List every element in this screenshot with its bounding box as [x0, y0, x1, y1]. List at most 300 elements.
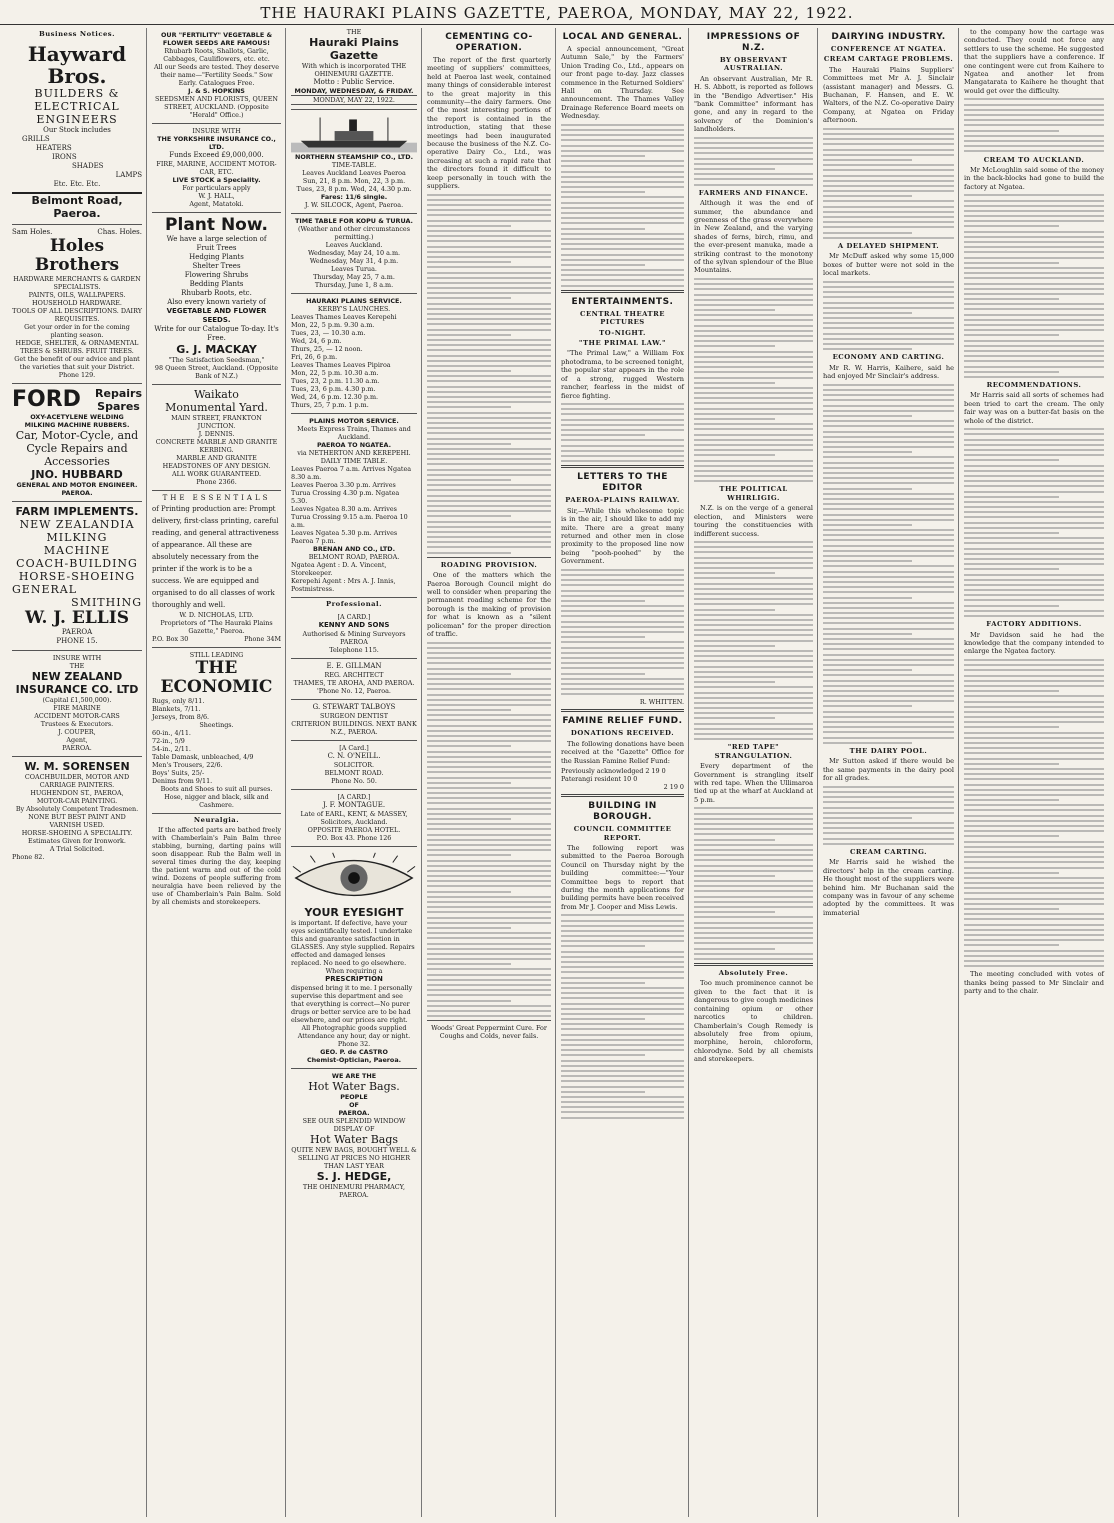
- local-general-headline: LOCAL AND GENERAL.: [562, 32, 683, 42]
- economic-line: Men's Trousers, 22/6.: [152, 761, 223, 769]
- dairying-sub2: CREAM CARTAGE PROBLEMS.: [823, 55, 954, 64]
- farm-line: COACH-BUILDING: [16, 557, 138, 571]
- masthead: THE HAURAKI PLAINS GAZETTE, PAEROA, MONDAY, MAY 22, 1922.: [0, 4, 1114, 25]
- economic-line: 54-in., 2/11.: [152, 745, 191, 753]
- holes-line: HARDWARE MERCHANTS & GARDEN SPECIALISTS.: [13, 275, 141, 292]
- article-text-lines: [694, 278, 813, 482]
- farm-title: FARM IMPLEMENTS.: [15, 505, 139, 519]
- motor-row: Leaves Paeroa 3.30 p.m. Arrives Turua Crossing 4.30 p.m. Ngatea 5.30.: [291, 481, 400, 505]
- service-row: Tues, 23, 6 p.m. 4.30 p.m.: [291, 385, 376, 393]
- kopu-line: Leaves Turua.: [331, 265, 377, 273]
- holes-phone: Phone 129.: [58, 371, 96, 380]
- yorkshire-ad: [152, 124, 281, 213]
- plant-title: Plant Now.: [165, 215, 268, 235]
- waikato-phone: Phone 2366.: [196, 478, 237, 486]
- economic-line: Blankets, 7/11.: [152, 705, 201, 713]
- service-row: Mon, 22, 5 p.m. 10.30 a.m.: [291, 369, 379, 377]
- nz-insurance-ad: [12, 651, 142, 757]
- holes-line: HOUSEHOLD HARDWARE.: [32, 299, 122, 308]
- impressions-sub: BY OBSERVANT AUSTRALIAN.: [719, 56, 788, 73]
- whirligig-subhead: THE POLITICAL WHIRLIGIG.: [719, 485, 788, 502]
- famine-sub: DONATIONS RECEIVED.: [570, 729, 675, 738]
- column-1: [8, 28, 147, 1517]
- motor-row: Leaves Paeroa 7 a.m. Arrives Ngatea 8.30 a.m.: [291, 465, 412, 481]
- entertainments-sub: CENTRAL THEATRE PICTURES: [580, 309, 665, 327]
- red-tape-subhead: "RED TAPE" STRANGULATION.: [714, 743, 793, 760]
- waikato-title2: Monumental Yard.: [165, 401, 268, 414]
- holes-left-name: Sam Holes.: [12, 228, 53, 237]
- plant-now-ad: [152, 213, 281, 385]
- service-row: Wed, 24, 6 p.m.: [291, 337, 342, 345]
- farmers-body: Although it was the end of summer, the abundance and greenness of the grass everywhere in New Zealand, and the varying shades of ferns, birch, rimu, and the ever-present manuka, made a striking contrast to the monotony of the sylvan splendour of the Blue Mountains.: [694, 199, 813, 275]
- motor-line: Meets Express Trains, Thames and Auckland.: [297, 425, 411, 441]
- hotwater-line: WE ARE THE: [331, 1072, 377, 1081]
- plant-line: VEGETABLE AND FLOWER SEEDS.: [166, 307, 267, 324]
- holes-line: Get the benefit of our advice and plant the varieties that suit your District.: [14, 355, 140, 372]
- whirligig-body: N.Z. is on the verge of a general election, and Ministers were touring the constituencies with indifferent success.: [694, 504, 813, 538]
- ford-line: Car, Motor-Cycle, and Cycle Repairs and Accessories: [15, 429, 139, 469]
- nameplate-motto: Motto : Public Service.: [313, 78, 395, 86]
- neuralgia-title: Neuralgia.: [193, 816, 240, 824]
- waikato-line: CONCRETE MARBLE AND GRANITE KERBING.: [155, 438, 278, 454]
- yorkshire-line: Funds Exceed £9,000,000.: [169, 151, 264, 159]
- insurance-capital: (Capital £1,500,000).: [42, 696, 112, 705]
- famine-body: The following donations have been received at the "Gazette" Office for the Russian Famine Relief Fund:: [561, 739, 684, 765]
- yorkshire-line: Agent, Matatoki.: [189, 200, 244, 208]
- steamship-line: Tues, 23, 8 p.m. Wed, 24, 4.30 p.m.: [296, 185, 412, 193]
- farm-line: MACHINE: [43, 544, 111, 558]
- card-line: REG. ARCHITECT: [324, 671, 384, 680]
- hotwater-line: QUITE NEW BAGS, BOUGHT WELL & SELLING AT PRICES NO HIGHER THAN LAST YEAR: [291, 1146, 417, 1171]
- sorensen-line: By Absolutely Competent Tradesmen.: [15, 805, 139, 814]
- dairying-sub: CONFERENCE AT NGATEA.: [830, 45, 947, 53]
- economic-line: 72-in., 5/9: [152, 737, 185, 745]
- economic-line: Jerseys, from 8/6.: [152, 713, 210, 721]
- essentials-phone: Phone 34M: [244, 635, 281, 643]
- eyesight-ad: [291, 847, 417, 1069]
- holes-right-name: Chas. Holes.: [97, 228, 142, 237]
- waikato-line: ALL WORK GUARANTEED.: [171, 470, 261, 478]
- article-text-lines: [561, 403, 684, 462]
- kenny-card: [291, 610, 417, 659]
- article-text-lines: [694, 807, 813, 959]
- column-5: [557, 28, 689, 1517]
- motor-service-ad: [291, 414, 417, 598]
- hotwater-line: PEOPLE: [340, 1093, 368, 1102]
- motor-row: Leaves Ngatea 8.30 a.m. Arrives Turua Crossing 9.15 a.m. Paeroa 10 a.m.: [291, 505, 408, 529]
- article-text-lines: [427, 194, 551, 554]
- famine-row: Paterangi resident 10 0: [561, 775, 638, 784]
- hayward-name: Hayward Bros.: [27, 42, 127, 89]
- article-text-lines: [823, 786, 954, 845]
- famine-row: Previously acknowledged 2 19 0: [561, 767, 666, 776]
- cementing-body: The report of the first quarterly meeting of suppliers' committees, held at Paeroa last week, contained many things of considerable interest to the great majority in this community—the dairy farmers. One of the most interesting portions of the report is contained in the introduction, stating that these meetings had been inaugurated because the business of the N.Z. Co-operative Dairy Co., Ltd., was increasing at such a rapid rate that the directors found it difficult to keep personally in touch with the suppliers.: [427, 56, 551, 191]
- insurance-agent: J. COUPER,: [58, 728, 96, 737]
- entertainments-line: TO-NIGHT.: [599, 328, 646, 337]
- card-name: E. E. GILLMAN: [326, 662, 382, 671]
- economic-line: Rugs, only 8/11.: [152, 697, 205, 705]
- farm-ad: [12, 502, 142, 651]
- hayward-address: Belmont Road, Paeroa.: [12, 192, 142, 220]
- eyesight-phone: Phone 32.: [337, 1040, 371, 1049]
- essentials-title: THE ESSENTIALS: [162, 494, 271, 502]
- motor-line: DAILY TIME TABLE.: [320, 457, 388, 465]
- sorensen-name: W. M. SORENSEN: [24, 760, 130, 774]
- hayward-item: GRILLS: [22, 135, 50, 144]
- farm-phone: PHONE 15.: [56, 637, 98, 646]
- card-line: 'Phone No. 12, Paeroa.: [317, 687, 391, 696]
- hayward-line2: ELECTRICAL: [34, 100, 120, 114]
- pool-subhead: THE DAIRY POOL.: [849, 746, 928, 755]
- impressions-body: An observant Australian, Mr R. H. S. Abbott, is reported as follows in the "Bendigo Advertiser." His "bank Committee" informant has gone, and any in regard to the solvency of the Dominion's landholders.: [694, 74, 813, 134]
- seeds-line: Rhubarb Roots, Shallots, Garlic, Cabbages, Cauliflowers, etc. etc.: [163, 47, 270, 63]
- waikato-line: J. DENNIS.: [198, 430, 235, 438]
- entertainments-line: "THE PRIMAL LAW.": [578, 339, 667, 348]
- economic-line: STILL LEADING: [189, 651, 244, 659]
- waikato-line: MARBLE AND GRANITE HEADSTONES OF ANY DESIGN.: [162, 454, 271, 470]
- motor-line: PAEROA TO NGATEA.: [316, 441, 392, 449]
- seeds-ad: [152, 28, 281, 124]
- cream-body: Mr McLoughlin said some of the money in the back-blocks had gone to build the factory at Ngatea.: [964, 165, 1104, 191]
- building-sub: COUNCIL COMMITTEE REPORT.: [573, 825, 672, 842]
- building-body: The following report was submitted to the Paeroa Borough Council on Thursday night by the building committee:—"Your Committee begs to report that during the month applications for building permits have been received from Mr J. Cooper and Miss Lewis.: [561, 843, 684, 911]
- farm-line: NEW ZEALANDIA: [19, 518, 135, 532]
- ford-line: PAEROA.: [61, 489, 93, 498]
- insurance-line: Trustees & Executors.: [40, 720, 114, 729]
- hot-water-ad: [291, 1069, 417, 1203]
- plant-line: Write for our Catalogue To-day. It's Free.: [154, 325, 279, 342]
- essentials-po: P.O. Box 30: [152, 635, 189, 643]
- oneill-card: [291, 741, 417, 790]
- economic-line: Table Damask, unbleached, 4/9: [152, 753, 254, 761]
- seeds-title: OUR "FERTILITY" VEGETABLE & FLOWER SEEDS ARE FAMOUS!: [160, 31, 273, 47]
- farm-name: W. J. ELLIS: [25, 608, 129, 629]
- holes-line: Get your order in for the coming planting season.: [24, 323, 130, 340]
- roading-headline: ROADING PROVISION.: [440, 560, 538, 569]
- insurance-line: ACCIDENT MOTOR-CARS: [34, 712, 120, 721]
- insurance-line: NEW ZEALAND: [31, 670, 123, 684]
- motor-title: PLAINS MOTOR SERVICE.: [309, 417, 399, 425]
- carting-body: Mr Harris said he wished the directors' help in the cream carting. He thought most of the suppliers were behind him. Mr Buchanan said the company was in favour of any scheme adopted by the committees. It was immaterial: [823, 858, 954, 917]
- holes-name: Holes Brothers: [34, 236, 120, 276]
- farm-town: PAEROA: [61, 628, 93, 637]
- insurance-line: INSURE WITH: [52, 654, 102, 663]
- yorkshire-line: THE YORKSHIRE INSURANCE CO., LTD.: [157, 135, 276, 151]
- service-row: Thurs, 25, — 12 noon.: [291, 345, 363, 353]
- service-row: Fri, 26, 6 p.m.: [291, 353, 338, 361]
- sorensen-line: A Trial Solicited.: [49, 845, 105, 854]
- famine-headline: FAMINE RELIEF FUND.: [562, 716, 683, 727]
- card-name: G. STEWART TALBOYS: [312, 703, 396, 712]
- red-tape-body: Every department of the Government is strangling itself with red tape. When the Ullimaroa tied up at the wharf at Auckland at 5 p.m.: [694, 762, 813, 804]
- card-name: C. N. O'NEILL.: [327, 752, 381, 761]
- insurance-line: INSURANCE CO. LTD: [15, 683, 139, 697]
- column-3: [287, 28, 422, 1517]
- service-row: Tues, 23, 2 p.m. 11.30 a.m.: [291, 377, 380, 385]
- recommendations-body: Mr Harris said all sorts of schemes had been tried to cart the cream. The only fair way was on a butter-fat basis on the whole of the district.: [964, 391, 1104, 425]
- farm-line: GENERAL: [12, 583, 78, 597]
- plant-line: Also every known variety of: [167, 298, 266, 306]
- hayward-etc: Etc. Etc. Etc.: [53, 180, 101, 189]
- column-8: [960, 28, 1108, 1517]
- holes-line: TOOLS OF ALL DESCRIPTIONS. DAIRY REQUISITES.: [12, 307, 142, 324]
- hauraki-service-ad: [291, 294, 417, 414]
- economic-line: Sheetings.: [199, 721, 234, 729]
- economic-line: Denims from 9/11.: [152, 777, 213, 785]
- seeds-line: All our Seeds are tested. They deserve their name—"Fertility Seeds." Sow Early. Catalogues Free.: [153, 63, 280, 87]
- card-name: KENNY AND SONS: [318, 621, 390, 630]
- nameplate-with: With which is incorporated THE OHINEMURI GAZETTE.: [301, 62, 407, 78]
- hayward-item: HEATERS: [36, 144, 72, 153]
- article-text-lines: [964, 659, 1104, 967]
- ford-line: OXY-ACETYLENE WELDING: [30, 413, 124, 422]
- castro-name: GEO. P. de CASTRO: [320, 1048, 388, 1057]
- eyesight-title: YOUR EYESIGHT: [304, 906, 404, 920]
- famine-total: 2 19 0: [663, 783, 684, 792]
- impressions-headline: IMPRESSIONS OF N.Z.: [706, 32, 801, 53]
- business-notices-heading: Business Notices.: [38, 30, 115, 38]
- nameplate-days: MONDAY, WEDNESDAY, & FRIDAY.: [294, 87, 414, 95]
- yorkshire-line: LIVE STOCK a Speciality.: [172, 176, 261, 184]
- article-text-lines: [561, 569, 684, 696]
- recommendations-subhead: RECOMMENDATIONS.: [986, 381, 1082, 390]
- service-title: HAURAKI PLAINS SERVICE.: [306, 297, 402, 305]
- seeds-line: SEEDSMEN AND FLORISTS, QUEEN STREET, AUCKLAND. (Opposite "Herald" Office.): [154, 95, 279, 119]
- shipment-body: Mr McDuff asked why some 15,000 boxes of butter were not sold in the local markets.: [823, 252, 954, 278]
- hotwater-title: Hot Water Bags.: [308, 1080, 400, 1094]
- hayward-stock: Our Stock includes: [43, 126, 111, 135]
- letters-signature: R. WHITTEN.: [639, 698, 684, 707]
- holes-ad: [12, 225, 142, 384]
- column-2: [148, 28, 286, 1517]
- plant-item: Shelter Trees: [192, 262, 241, 270]
- ford-logo: FORD: [12, 387, 81, 413]
- kopu-line: Leaves Auckland.: [325, 241, 383, 249]
- entertainments-body: "The Primal Law," a William Fox photodrama, to be screened tonight, the popular star appears in the role of a strong, rugged Western rancher, fearless in the midst of fierce fighting.: [561, 349, 684, 400]
- card-line: Authorised & Mining Surveyors PAEROA: [302, 630, 406, 647]
- eyesight-line: All Photographic goods supplied: [301, 1024, 407, 1033]
- sorensen-line: HORSE-SHOEING A SPECIALITY.: [21, 829, 133, 838]
- steamship-line: TIME-TABLE.: [331, 161, 377, 169]
- essentials-firm: W. D. NICHOLAS, LTD.: [179, 611, 254, 619]
- service-row: Tues, 23, — 10.30 a.m.: [291, 329, 366, 337]
- card-line: CRITERION BUILDINGS. NEXT BANK N.Z., PAEROA.: [291, 720, 417, 737]
- card-line: BELMONT ROAD.: [324, 769, 384, 778]
- letters-headline: LETTERS TO THE EDITOR: [577, 472, 668, 494]
- ford-ad: [12, 384, 142, 502]
- ford-line: GENERAL AND MOTOR ENGINEER.: [16, 481, 138, 490]
- service-row: Leaves Thames Leaves Pipiroa: [291, 361, 391, 369]
- plant-item: Hedging Plants: [189, 253, 244, 261]
- gazette-nameplate: [291, 28, 417, 110]
- farm-line: HORSE-SHOEING: [18, 570, 136, 584]
- card-line: Phone No. 50.: [331, 777, 377, 786]
- economic-line: 60-in., 4/11.: [152, 729, 191, 737]
- article-text-lines: [823, 128, 954, 239]
- steamship-agent: J. W. SILCOCK, Agent, Paeroa.: [304, 201, 404, 209]
- closing-paragraph: The meeting concluded with votes of thanks being passed to Mr Sinclair and party and to the chair.: [964, 970, 1104, 996]
- article-text-lines: [694, 137, 813, 186]
- entertainments-headline: ENTERTAINMENTS.: [571, 296, 674, 307]
- article-text-lines: [964, 98, 1104, 152]
- waikato-title: Waikato: [194, 388, 239, 401]
- plant-line: "The Satisfaction Seedsman,": [168, 356, 265, 364]
- plant-line: 98 Queen Street, Auckland. (Opposite Bank of N.Z.): [154, 364, 279, 380]
- cream-subhead: CREAM TO AUCKLAND.: [983, 155, 1085, 164]
- article-text-lines: [964, 194, 1104, 378]
- kopu-turua-ad: [291, 214, 417, 294]
- eyesight-line: Chemist-Optician, Paeroa.: [306, 1056, 402, 1065]
- cementing-headline: CEMENTING CO-OPERATION.: [445, 32, 533, 53]
- sorensen-phone: Phone 82.: [12, 853, 45, 862]
- motor-firm: BRENAN AND CO., LTD.: [312, 545, 395, 553]
- card-label: [A CARD.]: [337, 613, 371, 622]
- column-7: [819, 28, 959, 1517]
- article-text-lines: [427, 642, 551, 1018]
- column-4: [423, 28, 556, 1517]
- plant-line: We have a large selection of: [166, 235, 267, 243]
- ford-repairs: Repairs: [95, 387, 142, 401]
- hayward-ad: [12, 40, 142, 225]
- article-text-lines: [823, 281, 954, 350]
- economic-line: Boots and Shoes to suit all purses.: [160, 785, 273, 793]
- building-headline: BUILDING IN BOROUGH.: [588, 801, 657, 823]
- steamship-line: Leaves Auckland Leaves Paeroa: [302, 169, 406, 177]
- eyesight-body: is important. If defective, have your eyes scientifically tested. I undertake this and guarantee satisfaction in GLASSES. Any style supplied. Repairs effected and damaged lenses replaced. No need to go elsewhere.: [291, 919, 415, 968]
- insurance-line: THE: [69, 662, 85, 671]
- sorensen-line: Estimates Given for Ironwork.: [28, 837, 126, 846]
- article-text-lines: [694, 541, 813, 740]
- letters-body: Sir,—While this wholesome topic is in the air, I should like to add my mite. There are a great many returned and other men in close proximity to the proposed line now being "pooh-poohed" by the Government.: [561, 506, 684, 566]
- plant-item: Flowering Shrubs: [184, 271, 249, 279]
- steamship-fares: Fares: 11/6 single.: [320, 193, 388, 201]
- hayward-line3: ENGINEERS: [36, 113, 118, 127]
- kopu-line: (Weather and other circumstances permitting.): [298, 225, 410, 241]
- farm-line: SMITHING: [71, 596, 142, 610]
- kopu-line: Thursday, May 25, 7 a.m.: [313, 273, 395, 281]
- hotwater-title2: Hot Water Bags: [309, 1133, 399, 1147]
- mackay-name: G. J. MACKAY: [176, 343, 257, 356]
- essentials-ad: [152, 491, 281, 648]
- economic-title: THE ECONOMIC: [160, 658, 273, 697]
- insurance-line: FIRE MARINE: [53, 704, 101, 713]
- motor-line: Kerepehi Agent : Mrs A. J. Innis, Postmistress.: [291, 577, 396, 593]
- seeds-firm: J. & S. HOPKINS: [188, 87, 245, 95]
- essentials-body: of Printing production are: Prompt delivery, first-class printing, careful reading, and general attractiveness of appearance. All these are absolutely necessary from the printer if the work is to be a success. We are equipped and organised to do all classes of work thoroughly and well.: [152, 505, 279, 609]
- economic-ad: [152, 648, 281, 814]
- eyesight-line: Attendance any hour, day or night.: [297, 1032, 411, 1041]
- service-row: Wed, 24, 6 p.m. 12.30 p.m.: [291, 393, 379, 401]
- waikato-ad: [152, 385, 281, 491]
- economic-line: Boys' Suits, 25/-: [152, 769, 205, 777]
- holes-line: HEDGE, SHELTER, & ORNAMENTAL TREES & SHRUBS. FRUIT TREES.: [15, 339, 139, 356]
- montague-card: [291, 790, 417, 847]
- gillman-card: [291, 659, 417, 700]
- factory-subhead: FACTORY ADDITIONS.: [986, 620, 1082, 629]
- peppermint-cure: Woods' Great Peppermint Cure. For Coughs and Colds, never fails.: [431, 1024, 547, 1041]
- yorkshire-line: For particulars apply: [182, 184, 251, 192]
- letters-sub: PAEROA-PLAINS RAILWAY.: [565, 496, 680, 505]
- card-line: P.O. Box 43. Phone 126: [316, 834, 392, 843]
- ford-spares: Spares: [97, 400, 140, 414]
- shipment-subhead: A DELAYED SHIPMENT.: [837, 241, 940, 250]
- hayward-item: IRONS: [52, 153, 77, 162]
- hotwater-line: SEE OUR SPLENDID WINDOW DISPLAY OF: [302, 1117, 406, 1134]
- card-label: [A CARD.]: [337, 793, 371, 802]
- neuralgia-body: If the affected parts are bathed freely with Chamberlain's Pain Balm three stabbing, burning, darting pains will soon disappear. Rub the Balm well in several times during the day, keeping the patient warm and out of the cold wind. Dozens of people suffering from neuralgia have been relieved by the use of Chamberlain's Pain Balm. Sold by all chemists and storekeepers.: [152, 826, 281, 907]
- yorkshire-line: FIRE, MARINE, ACCIDENT MOTOR-CAR, ETC.: [156, 160, 277, 176]
- nameplate-date: MONDAY, MAY 22, 1922.: [291, 95, 417, 105]
- absolutely-free-body: Too much prominence cannot be given to the fact that it is dangerous to give cough medicines containing opium or other narcotics to children. Chamberlain's Cough Remedy is absolutely free from opium, morphine, heroin, chloroform, chlorodyne. Sold by all chemists and storekeepers.: [694, 979, 813, 1064]
- kopu-line: Wednesday, May 31, 4 p.m.: [309, 257, 399, 265]
- service-row: Leaves Thames Leaves Kerepehi: [291, 313, 397, 321]
- plant-item: Bedding Plants: [189, 280, 244, 288]
- eyesight-line: dispensed bring it to me. I personally supervise this department and see that everything is correct—No purer drugs or better service are to be had elsewhere, and our prices are right.: [291, 984, 413, 1025]
- carting-subhead: CREAM CARTING.: [850, 848, 927, 856]
- factory-body: Mr Davidson said he had the knowledge that the company intended to enlarge the Ngatea factory.: [964, 630, 1104, 656]
- ford-name: JNO. HUBBARD: [31, 468, 123, 482]
- kopu-title: TIME TABLE FOR KOPU & TURUA.: [295, 217, 413, 225]
- hotwater-line: OF: [349, 1101, 359, 1110]
- nameplate-title: Hauraki Plains Gazette: [309, 36, 399, 62]
- card-line: OPPOSITE PAEROA HOTEL.: [307, 826, 401, 835]
- hayward-line1: BUILDERS &: [34, 87, 120, 101]
- service-row: Mon, 22, 5 p.m. 9.30 a.m.: [291, 321, 375, 329]
- economic-line: Hose, nigger and black, silk and Cashmere.: [164, 793, 269, 809]
- farmers-subhead: FARMERS AND FINANCE.: [698, 188, 809, 197]
- motor-line: BELMONT ROAD, PAEROA.: [308, 553, 400, 561]
- ford-line: MILKING MACHINE RUBBERS.: [24, 421, 130, 430]
- eyesight-line: PRESCRIPTION: [325, 975, 383, 984]
- talboys-card: [291, 700, 417, 741]
- card-line: Telephone 115.: [329, 646, 379, 655]
- card-line: Late of EARL, KENT, & MASSEY, Solicitors, Auckland.: [300, 810, 408, 827]
- article-text-lines: [561, 124, 684, 287]
- card-line: THAMES, TE AROHA, AND PAEROA.: [293, 679, 415, 688]
- sorensen-ad: [12, 757, 142, 865]
- continued-body: to the company how the cartage was conducted. They could not force any settlers to use the scheme. He suggested that the suppliers have a conference. If one contingent were cut from Kaihere to Ngatea and another let from Mangatarata to Kaihere he thought that would get over the difficulty.: [964, 28, 1104, 95]
- waikato-line: MAIN STREET, FRANKTON JUNCTION.: [171, 414, 262, 430]
- column-6: [690, 28, 818, 1517]
- kopu-line: Wednesday, May 24, 10 a.m.: [307, 249, 401, 257]
- article-text-lines: [561, 914, 684, 1118]
- card-line: SURGEON DENTIST: [319, 712, 389, 721]
- service-row: Thurs, 25, 7 p.m. 1 p.m.: [291, 401, 369, 409]
- sorensen-line: NONE BUT BEST PAINT AND VARNISH USED.: [28, 813, 126, 830]
- hayward-item: LAMPS: [115, 171, 142, 180]
- yorkshire-line: W. J. HALL,: [198, 192, 235, 200]
- sorensen-line: MOTOR-CAR PAINTING.: [36, 797, 118, 806]
- hotwater-line: PAEROA.: [338, 1109, 370, 1118]
- insurance-line: Agent,: [66, 736, 88, 745]
- card-name: J. F. MONTAGUE.: [322, 801, 386, 810]
- economy-subhead: ECONOMY AND CARTING.: [832, 353, 945, 362]
- hayward-item: SHADES: [72, 162, 104, 171]
- motor-line: via NETHERTON AND KEREPEHI.: [297, 449, 411, 457]
- sorensen-line: COACHBUILDER, MOTOR AND CARRIAGE PAINTERS.: [24, 773, 130, 790]
- local-general-body: A special announcement, "Great Autumn Sale," by the Farmers' Union Trading Co., Ltd., appears on our front page to-day. Jazz classes commence in the Returned Soldiers' Hall on Thursday. See announcement. The Thames Valley Drainage Reference Board meets on Wednesday.: [561, 45, 684, 121]
- steamship-ad: [291, 110, 417, 214]
- motor-line: Ngatea Agent : D. A. Vincent, Storekeeper.: [291, 561, 387, 577]
- professional-heading: Professional.: [325, 600, 383, 608]
- economy-body: Mr R. W. Harris, Kaihere, said he had enjoyed Mr Sinclair's address.: [823, 363, 954, 381]
- pool-body: Mr Sutton asked if there would be the same payments in the dairy pool for all grades.: [823, 757, 954, 783]
- nameplate-the: THE: [346, 28, 362, 36]
- article-text-lines: [823, 384, 954, 744]
- article-text-lines: [964, 428, 1104, 617]
- motor-row: Leaves Ngatea 5.30 p.m. Arrives Paeroa 7 p.m.: [291, 529, 398, 545]
- card-label: [A Card.]: [339, 744, 369, 753]
